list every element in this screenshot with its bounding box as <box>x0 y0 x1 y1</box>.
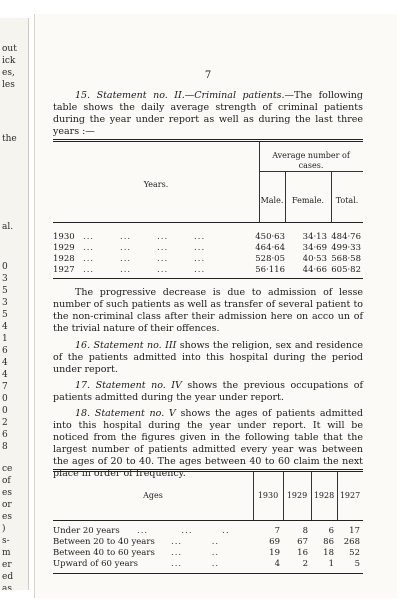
margin-fragment: 8 <box>2 442 8 452</box>
paragraph-17-lead: 17. Statement no. IV <box>75 380 182 391</box>
margin-fragment: 0 <box>2 394 8 404</box>
margin-fragment: 6 <box>2 346 8 356</box>
paragraph-17-body: shows the previous occupations of patients admitted during the year under report. <box>53 380 363 403</box>
paragraph-15-lead: 15. Statement no. II.—Criminal patients. <box>75 90 285 101</box>
margin-fragment: 6 <box>2 430 8 440</box>
paragraph-17 <box>53 380 363 404</box>
paragraph-progressive: The progressive decrease is due to admission of lesse number of such patients as well as transfer of several patient to the non-criminal class after their admission here on acco un of the trivial nature of their offences. <box>53 287 363 334</box>
margin-fragment: 3 <box>2 298 8 308</box>
table2-header-year: 1928 <box>313 491 335 500</box>
margin-fragment: the <box>2 134 17 144</box>
table2-bottom-rule <box>53 573 363 574</box>
margin-fragment: s- <box>2 536 10 546</box>
margin-fragment: 4 <box>2 358 8 368</box>
margin-fragment: es <box>2 512 12 522</box>
paragraph-18-lead: 18. Statement no. V <box>75 408 176 419</box>
paragraph-18-body: shows the ages of patients admitted into this hospital during the year under report. It will be noticed from the figures given in the following table that the largest number of patients admitted every year was between the ages of 20 to 40. The ages between 40 to 60 claim the next place in order of frequency. <box>53 408 363 479</box>
table1-top-rule <box>53 139 363 142</box>
margin-fragment: 1 <box>2 334 8 344</box>
table-row: Between 40 to 60 years ... .. 19 16 18 52 <box>53 548 360 558</box>
page-number: 7 <box>204 70 212 81</box>
table2-header-rule <box>53 520 363 521</box>
table2-header-year: 1927 <box>339 491 361 500</box>
margin-fragment: 3 <box>2 274 8 284</box>
table1-bottom-rule <box>53 278 363 279</box>
table1-header-male: Male. <box>260 196 284 205</box>
margin-fragment: 4 <box>2 322 8 332</box>
margin-fragment: ed <box>2 572 14 582</box>
table2-header-year: 1929 <box>286 491 308 500</box>
table1-header-total: Total. <box>335 196 359 205</box>
paragraph-16-body: shows the religion, sex and residence of the patients admitted into this hospital during the period under report. <box>53 340 363 375</box>
margin-fragment: 5 <box>2 286 8 296</box>
table1-header-years: Years. <box>143 180 169 189</box>
margin-fragment: 0 <box>2 262 8 272</box>
margin-fragment: ce <box>2 464 13 474</box>
margin-fragment: 2 <box>2 418 8 428</box>
table-row: 1927 ... ... ... ... 56·116 44·66 605·82 <box>53 265 361 275</box>
margin-fragment: or <box>2 500 12 510</box>
table-row: 1930 ... ... ... ... 450·63 34·13 484·76 <box>53 232 361 242</box>
table-row: Between 20 to 40 years ... .. 69 67 86 268 <box>53 537 360 547</box>
document-page <box>34 14 397 598</box>
table2-header-year: 1930 <box>257 491 279 500</box>
table-row: 1928 ... ... ... ... 528·05 40·53 568·58 <box>53 254 361 264</box>
paragraph-15-body: —The following table shows the daily average strength of criminal patients during the year under report as well as during the last three years :— <box>53 90 363 137</box>
table-row: Under 20 years ... ... .. 7 8 6 17 <box>53 526 360 536</box>
paragraph-16 <box>53 340 363 376</box>
margin-fragment: 7 <box>2 382 8 392</box>
facing-page-edge <box>0 18 29 590</box>
table1-group-rule <box>259 171 363 172</box>
margin-fragment: ) <box>2 524 6 534</box>
table1-header-group: Average number of cases. <box>272 151 350 170</box>
table2-header-ages: Ages <box>143 491 163 500</box>
table2-top-rule <box>53 469 363 472</box>
table-row: Upward of 60 years ... .. 4 2 1 5 <box>53 559 360 569</box>
table1-header-female: Female. <box>291 196 325 205</box>
paragraph-15 <box>53 90 363 138</box>
margin-fragment: es, <box>2 68 15 78</box>
margin-fragment: of <box>2 476 11 486</box>
margin-fragment: m <box>2 548 11 558</box>
table-row: 1929 ... ... ... ... 464·64 34·69 499·33 <box>53 243 361 253</box>
margin-fragment: 5 <box>2 310 8 320</box>
margin-fragment: er <box>2 560 12 570</box>
margin-fragment: as <box>2 584 12 590</box>
margin-fragment: 4 <box>2 370 8 380</box>
margin-fragment: 0 <box>2 406 8 416</box>
margin-fragment: es <box>2 488 12 498</box>
margin-fragment: ick <box>2 56 16 66</box>
margin-fragment: les <box>2 80 15 90</box>
margin-fragment: al. <box>2 222 14 232</box>
table1-header-rule <box>53 222 363 223</box>
paragraph-16-lead: 16. Statement no. III <box>75 340 177 351</box>
margin-fragment: out <box>2 44 17 54</box>
